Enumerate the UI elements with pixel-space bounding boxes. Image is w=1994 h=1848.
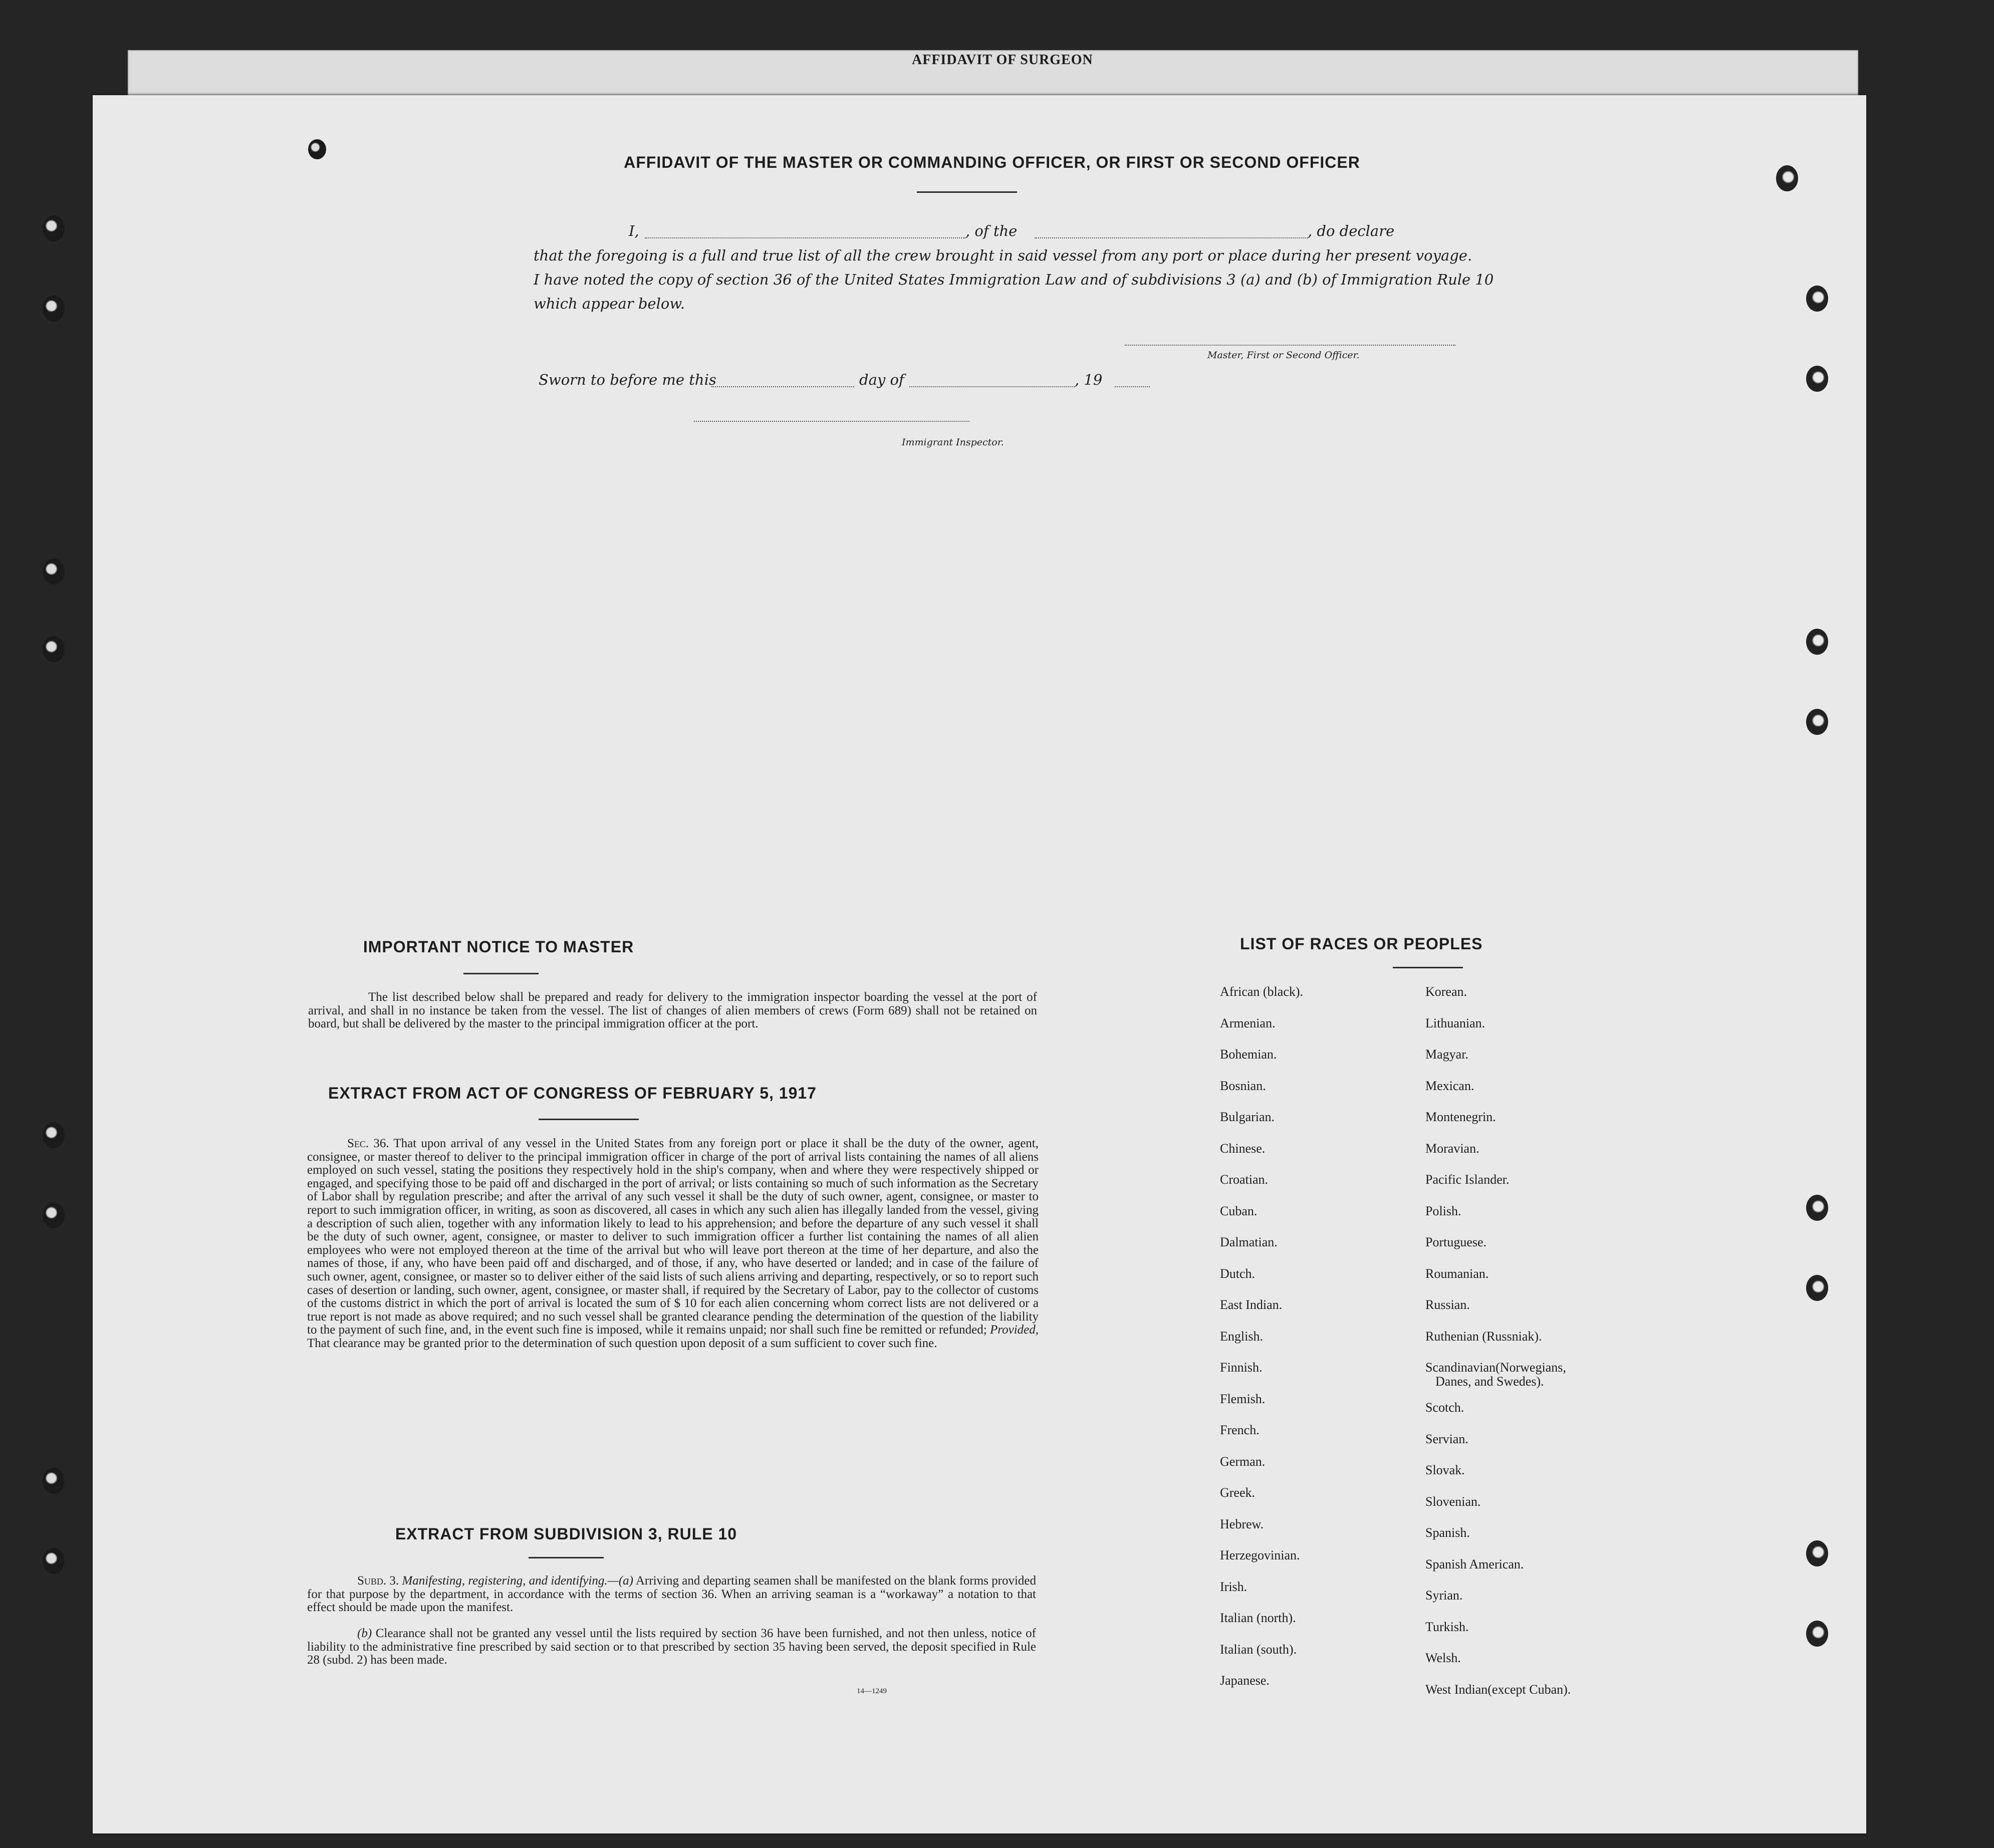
race-item: Lithuanian. [1425,1015,1485,1030]
subd-b-label: (b) [357,1627,372,1640]
inspector-caption: Immigrant Inspector. [902,437,1004,448]
binder-hole-icon [43,1548,65,1574]
binder-hole-icon [43,559,65,585]
affidavit-line-2: that the foregoing is a full and true list of all the crew brought in said vessel from any port or place during her present voyage. [534,247,1472,264]
race-item: Ruthenian (Russniak). [1425,1329,1542,1344]
binder-hole-icon [1776,165,1798,191]
extract-rule-subd-a [307,1574,1036,1615]
subd-heading: Manifesting, registering, and identifying.—(a) [402,1574,633,1588]
notice-title-rule [463,973,539,974]
race-item: East Indian. [1220,1297,1283,1312]
binder-hole-icon [1806,709,1828,735]
race-item: Bohemian. [1220,1047,1277,1062]
race-item: Korean. [1425,984,1467,999]
binder-hole-icon [43,1468,65,1494]
race-item: Greek. [1220,1485,1256,1500]
race-item: Syrian. [1425,1588,1463,1603]
binder-hole-icon [43,636,65,662]
race-item: German. [1220,1454,1266,1469]
race-item: Moravian. [1425,1141,1479,1156]
race-item: African (black). [1220,984,1304,999]
year-prefix: , 19 [1075,371,1103,388]
race-item: Cuban. [1220,1203,1258,1218]
races-title-rule [1393,967,1463,968]
binder-hole-icon [43,1202,65,1228]
race-item: Servian. [1425,1431,1468,1446]
sworn-text: Sworn to before me this [539,371,716,388]
race-item: Russian. [1425,1297,1470,1312]
race-item: Flemish. [1220,1391,1266,1406]
race-item: Bosnian. [1220,1078,1266,1093]
affidavit-title: AFFIDAVIT OF THE MASTER OR COMMANDING OFFICER, OR FIRST OR SECOND OFFICER [624,153,1360,171]
race-item: Armenian. [1220,1015,1276,1030]
race-item: Slovenian. [1425,1494,1481,1509]
day-of-text: day of [859,371,904,388]
proviso-text: That clearance may be granted prior to the determination of such question upon deposit of a sum sufficient to cover such fine. [307,1336,937,1350]
sec-36-text: That upon arrival of any vessel in the United States from any foreign port or place it shall be the duty of the owner, agent, consignee, or master thereof to deliver to the principal immigration officer in charge of the port of arrival lists containing the names of all aliens employed on such vessel, stating the positions they respectively hold in the ship's company, when and where they were respectively shipped or engaged, and specifying those to be paid off and discharged in the port of arrival; or lists containing so much of such information as the Secretary of Labor shall by regulation prescribe; and after the arrival of any such vessel it shall be the duty of such owner, agent, consignee, or master to report to such immigration officer, in writing, as soon as discovered, all cases in which any such alien has illegally landed from the vessel, giving a description of such alien, together with any information likely to lead to his apprehension; and before the departure of any such vessel it shall be the duty of such owner, agent, consignee, or master to deliver to such immigration officer a further list containing the names of all alien employees who were not employed thereon at the time of the arrival but who will leave port thereon at the time of her departure, and also the names of those, if any, who have been paid off and discharged, and of those, if any, who have deserted or landed; and in case of the failure of such owner, agent, consignee, or master so to deliver either of the said lists of such aliens arriving and departing, respectively, or so to report such cases of desertion or landing, such owner, agent, consignee, or master shall, if required by the Secretary of Labor, pay to the collector of customs of the customs district in which the port of arrival is located the sum of $ 10 for each alien concerning whom correct lists are not delivered or a true report is not made as above required; and no such vessel shall be granted clearance pending the determination of the question of the liability to the payment of such fine, and, in the event such fine is imposed, while it remains unpaid; nor shall such fine be remitted or refunded; [307,1137,1039,1337]
race-item: Italian (south). [1220,1642,1297,1657]
race-item: Chinese. [1220,1141,1266,1156]
race-item: Finnish. [1220,1360,1263,1375]
proviso-label: Provided, [990,1323,1039,1337]
binder-hole-icon [1806,1275,1828,1301]
race-item: Japanese. [1220,1673,1270,1688]
race-item: Croatian. [1220,1172,1269,1187]
vessel-field[interactable] [1035,237,1308,238]
inspector-signature-line[interactable] [694,421,969,422]
notice-title: IMPORTANT NOTICE TO MASTER [363,938,634,956]
affidavit-line-4: which appear below. [534,295,685,312]
binder-hole-icon [1806,1621,1828,1647]
subd-b-text: Clearance shall not be granted any vessel until the lists required by section 36 have been furnished, and not then unless, notice of liability to the administrative fine prescribed by said section or to that prescribed by section 35 having been served, the deposit specified in Rule 28 (subd. 2) has been made. [307,1627,1037,1667]
binder-hole-icon [1806,1195,1828,1221]
subd-a-text: Arriving and departing seamen shall be manifested on the blank forms provided for that purpose by the department, in accordance with the terms of section 36. When an arriving seaman is a “workaway” a notation to that effect should be made upon the manifest. [307,1574,1037,1615]
race-item: Mexican. [1425,1078,1474,1093]
race-item: Portuguese. [1425,1235,1487,1249]
race-item: Irish. [1220,1579,1248,1594]
binder-hole-icon [43,1122,65,1148]
extract-act-body [307,1137,1039,1351]
binder-hole-icon [1806,629,1828,655]
extract-rule-subd-b [307,1627,1036,1667]
race-item: Montenegrin. [1425,1110,1496,1124]
race-item: English. [1220,1329,1263,1344]
binder-hole-icon [43,296,65,322]
form-number: 14—1249 [857,1687,887,1695]
race-item: Roumanian. [1425,1266,1489,1281]
race-item: Spanish American. [1425,1556,1524,1571]
binder-hole-icon [1806,366,1828,392]
race-item: Turkish. [1425,1619,1469,1634]
race-item: Scandinavian(Norwegians, [1425,1360,1566,1375]
sworn-month-field[interactable] [909,386,1075,387]
extract-act-title: EXTRACT FROM ACT OF CONGRESS OF FEBRUARY 5, 1917 [328,1084,817,1102]
affidavit-line-3: I have noted the copy of section 36 of the United States Immigration Law and of subdivisions 3 (a) and (b) of Immigration Rule 10 [534,271,1494,288]
race-item: Scotch. [1425,1400,1464,1415]
extract-act-title-rule [539,1119,639,1120]
race-item: Polish. [1425,1203,1461,1218]
affidavit-declare: , do declare [1308,222,1395,239]
binder-hole-icon [1806,286,1828,312]
race-item: French. [1220,1423,1260,1437]
binder-hole-icon [1806,1540,1828,1566]
notice-body: The list described below shall be prepared and ready for delivery to the immigration inspector boarding the vessel at the port of arrival, and shall in no instance be taken from the vessel. The list of changes of alien members of crews (Form 689) shall not be retained on board, but shall be delivered by the master to the principal immigration officer at the port. [308,990,1037,1031]
race-item: Hebrew. [1220,1516,1264,1531]
race-item: Danes, and Swedes). [1435,1374,1544,1389]
binder-hole-icon [43,215,65,241]
manifest-page [93,95,1866,1833]
affidavit-title-rule [917,191,1017,193]
binder-hole-icon [308,139,326,159]
race-item: Pacific Islander. [1425,1172,1510,1187]
affidavit-of-the: , of the [965,222,1018,239]
affidavit-i: I, [629,222,639,239]
extract-rule-title: EXTRACT FROM SUBDIVISION 3, RULE 10 [395,1525,737,1543]
master-signature-caption: Master, First or Second Officer. [1207,350,1360,361]
race-item: Slovak. [1425,1463,1465,1477]
race-item: Dalmatian. [1220,1235,1278,1249]
name-field[interactable] [645,237,965,238]
race-item: Dutch. [1220,1266,1256,1281]
master-signature-line[interactable] [1125,345,1455,346]
sec-36-label: Sec. 36. [347,1137,389,1150]
extract-rule-title-rule [529,1557,604,1558]
races-title: LIST OF RACES OR PEOPLES [1240,935,1483,953]
race-item: Italian (north). [1220,1611,1296,1625]
sworn-day-field[interactable] [711,386,854,387]
race-item: Herzegovinian. [1220,1548,1300,1562]
race-item: Bulgarian. [1220,1110,1275,1124]
race-item: Welsh. [1425,1651,1461,1665]
race-item: Spanish. [1425,1525,1470,1540]
race-item: Magyar. [1425,1047,1468,1062]
sworn-year-field[interactable] [1115,386,1150,387]
subd-label: Subd. 3. [357,1574,399,1588]
background-sheet-title: AFFIDAVIT OF SURGEON [912,52,1093,68]
race-item: West Indian(except Cuban). [1425,1682,1571,1697]
